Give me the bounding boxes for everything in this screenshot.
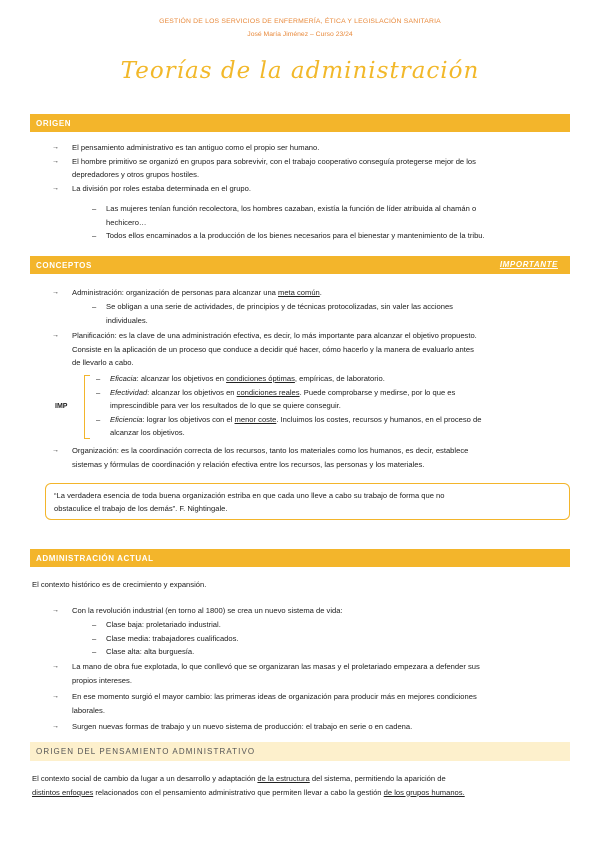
arrow-icon: → <box>52 447 59 454</box>
text-run: del sistema, permitiendo la aparición de <box>309 774 446 783</box>
text-run: . <box>319 288 322 297</box>
text-run: : alcanzar los objetivos en <box>147 387 237 397</box>
section-actual-heading <box>30 549 570 567</box>
sub-item-text: hechicero… <box>106 217 147 227</box>
list-item <box>52 660 568 687</box>
underlined-term: de los grupos humanos. <box>383 787 465 797</box>
sub-item <box>96 386 566 413</box>
sub-item-text: Se obligan a una serie de actividades, de principios y de técnicas protocolizadas, sin valer las acciones <box>106 302 453 311</box>
text-run: . Puede comprobarse y medirse, por lo que es <box>299 387 456 397</box>
conceptos-list-c <box>52 444 568 471</box>
text-run: , empíricas, de laboratorio. <box>294 374 385 383</box>
sub-item <box>92 202 566 229</box>
arrow-icon: → <box>52 607 59 614</box>
text-run: : lograr los objetivos con el <box>142 414 235 424</box>
actual-list-a <box>52 604 568 618</box>
dash-icon: – <box>92 633 97 643</box>
text-run: El contexto social de cambio da lugar a un desarrollo y adaptación <box>32 774 258 783</box>
course-header: GESTIÓN DE LOS SERVICIOS DE ENFERMERÍA, ÉTICA Y LEGISLACIÓN SANITARIA <box>159 18 441 25</box>
arrow-icon: → <box>52 184 59 192</box>
sub-item-text: Clase alta: alta burguesía. <box>106 647 195 656</box>
actual-sublist <box>92 618 566 659</box>
list-item-text: El pensamiento administrativo es tan antiguo como el propio ser humano. <box>72 143 320 152</box>
list-item <box>52 182 568 196</box>
list-item-text: La división por roles estaba determinada en el grupo. <box>72 183 251 193</box>
text-run: relacionados con el pensamiento administrativo que permiten llevar a cabo la gestión <box>93 787 384 797</box>
term-italic: Efectividad <box>110 387 148 397</box>
origen-list <box>52 141 568 195</box>
sub-item <box>92 632 566 646</box>
section-pensamiento-label: ORIGEN DEL PENSAMIENTO ADMINISTRATIVO <box>36 747 256 756</box>
page-title: Teorías de la administración <box>120 58 480 84</box>
sub-item-text: Todos ellos encaminados a la producción de los bienes necesarios para el bienestar y mantenimiento de la tribu. <box>106 231 485 240</box>
text-run: alcanzar los objetivos. <box>110 428 185 437</box>
conceptos-sublist-b <box>96 372 566 440</box>
conceptos-sublist-a <box>92 300 566 327</box>
arrow-icon: → <box>52 289 59 296</box>
imp-brace <box>84 375 93 439</box>
section-origen-label: ORIGEN <box>36 119 72 128</box>
list-item <box>52 155 568 182</box>
list-item <box>52 720 568 734</box>
section-actual-label: ADMINISTRACIÓN ACTUAL <box>36 554 154 563</box>
list-item-text: depredadores y otros grupos hostiles. <box>72 170 200 179</box>
conceptos-list-b <box>52 329 568 370</box>
sub-item-text: Clase media: trabajadores cualificados. <box>106 633 239 643</box>
text-run: . Incluimos los costes, recursos y humanos, en el proceso de <box>276 414 482 424</box>
sub-item <box>96 372 566 386</box>
list-item-text: La mano de obra fue explotada, lo que conllevó que se organizaran las masas y el proletariado empezara a defender sus <box>72 662 480 671</box>
conceptos-list-a <box>52 286 568 300</box>
list-item <box>52 690 568 717</box>
sub-item-text: Clase baja: proletariado industrial. <box>106 620 221 629</box>
arrow-icon: → <box>52 663 59 670</box>
list-item <box>52 329 568 370</box>
sub-item <box>92 300 566 327</box>
origen-sublist <box>92 202 566 243</box>
arrow-icon: → <box>52 723 59 730</box>
sub-item <box>92 645 566 659</box>
list-item-text: laborales. <box>72 705 105 715</box>
list-item <box>52 604 568 618</box>
nightingale-quote <box>45 483 570 520</box>
arrow-icon: → <box>52 144 59 151</box>
arrow-icon: → <box>52 332 59 339</box>
underlined-term: de la estructura <box>257 774 310 783</box>
imp-label: IMP <box>55 403 68 410</box>
list-item-text: El hombre primitivo se organizó en grupos para sobrevivir, con el trabajo cooperativo conseguía protegerse mejor de los <box>72 156 476 166</box>
section-pensamiento-heading <box>30 742 570 761</box>
underlined-term: condiciones reales <box>236 387 300 397</box>
dash-icon: – <box>92 302 97 311</box>
dash-icon: – <box>92 204 97 213</box>
underlined-term: menor coste <box>234 414 277 424</box>
text-run: Administración: organización de personas para alcanzar una <box>72 288 278 297</box>
section-origen-heading <box>30 114 570 132</box>
list-item-text: Con la revolución industrial (en torno al 1800) se crea un nuevo sistema de vida: <box>72 606 343 615</box>
underlined-term: meta común <box>278 288 320 297</box>
underlined-term: distintos enfoques <box>32 787 94 797</box>
list-item-text: sistemas y fórmulas de coordinación y relación efectiva entre los recursos, las personas y los materiales. <box>72 459 425 469</box>
underlined-term: condiciones óptimas <box>226 374 295 383</box>
list-item <box>52 444 568 471</box>
term-italic: Eficiencia <box>110 414 143 424</box>
dash-icon: – <box>92 647 97 656</box>
sub-item-text: Las mujeres tenían función recolectora, los hombres cazaban, existía la función de líder atribuida al chamán o <box>106 204 477 213</box>
list-item-text: propios intereses. <box>72 675 132 685</box>
dash-icon: – <box>96 387 101 397</box>
paragraph-line <box>32 772 568 786</box>
dash-icon: – <box>96 414 101 424</box>
sub-item <box>92 618 566 632</box>
list-item <box>52 141 568 155</box>
quote-line: “La verdadera esencia de toda buena organización estriba en que cada uno lleve a cabo su trabajo de forma que no <box>54 491 445 500</box>
list-item <box>52 286 568 300</box>
list-item-text: Surgen nuevas formas de trabajo y un nuevo sistema de producción: el trabajo en serie o en cadena. <box>72 722 413 731</box>
pensamiento-paragraph <box>32 772 568 799</box>
sub-item-text: individuales. <box>106 315 148 325</box>
important-tag: IMPORTANTE <box>499 260 558 269</box>
term-italic: Eficacia <box>110 374 137 383</box>
text-run: imprescindible para ver los resultados de lo que se quiere conseguir. <box>110 401 341 410</box>
actual-intro: El contexto histórico es de crecimiento y expansión. <box>32 580 207 589</box>
list-item-text: Planificación: es la clave de una administración efectiva, es decir, lo más importante para alcanzar el objetivo propuesto. <box>72 331 477 340</box>
list-item-text: de llevarlo a cabo. <box>72 358 134 367</box>
actual-list-b <box>52 660 568 734</box>
list-item-text: En ese momento surgió el mayor cambio: las primeras ideas de organización para producir más en mejores condiciones <box>72 692 477 701</box>
section-conceptos-label: CONCEPTOS <box>36 261 92 270</box>
sub-item <box>92 229 566 243</box>
section-conceptos-heading <box>30 256 570 274</box>
arrow-icon: → <box>52 157 59 165</box>
dash-icon: – <box>92 620 97 629</box>
author-line: José María Jiménez – Curso 23/24 <box>247 31 353 38</box>
text-run: : alcanzar los objetivos en <box>136 374 227 383</box>
list-item-text <box>72 286 568 300</box>
arrow-icon: → <box>52 693 59 700</box>
list-item-text: Organización: es la coordinación correcta de los recursos, tanto los materiales como los humanos, es decir, establece <box>72 446 469 455</box>
sub-item <box>96 413 566 440</box>
paragraph-line <box>32 786 568 800</box>
list-item-text: Consiste en la aplicación de un proceso que conduce a decidir qué hacer, cómo hacerlo y la manera de evaluarlo antes <box>72 344 474 354</box>
dash-icon: – <box>92 231 97 240</box>
quote-line: obstaculice el trabajo de los demás”. F. Nightingale. <box>54 504 228 513</box>
dash-icon: – <box>96 374 101 383</box>
